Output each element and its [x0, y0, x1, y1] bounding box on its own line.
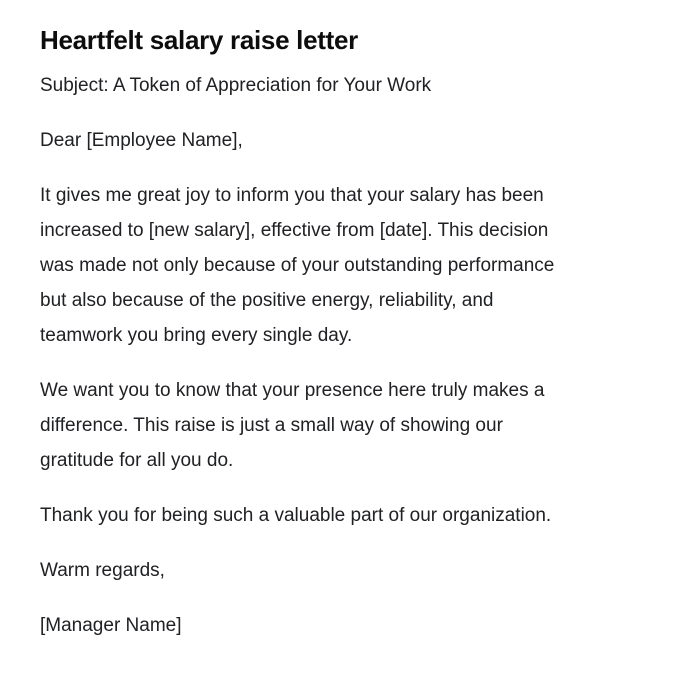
subject-line: Subject: A Token of Appreciation for Your Work	[40, 75, 432, 96]
text-line: gratitude for all you do.	[40, 450, 234, 471]
text-line: increased to [new salary], effective from [date]. This decision	[40, 220, 549, 241]
text-line: It gives me great joy to inform you that your salary has been	[40, 185, 544, 206]
signature-placeholder: [Manager Name]	[40, 615, 182, 636]
closing: Warm regards,	[40, 560, 165, 581]
salutation: Dear [Employee Name],	[40, 130, 243, 151]
text-line: We want you to know that your presence here truly makes a	[40, 380, 545, 401]
text-line: difference. This raise is just a small way of showing our	[40, 415, 503, 436]
text-line: was made not only because of your outstanding performance	[40, 255, 555, 276]
body-paragraph-1	[40, 178, 660, 353]
page-title: Heartfelt salary raise letter	[40, 25, 358, 55]
body-paragraph-3	[40, 498, 660, 533]
body-paragraph-2	[40, 373, 660, 478]
text-line: but also because of the positive energy, reliability, and	[40, 290, 494, 311]
text-line: Thank you for being such a valuable part of our organization.	[40, 505, 552, 526]
text-line: teamwork you bring every single day.	[40, 325, 353, 346]
